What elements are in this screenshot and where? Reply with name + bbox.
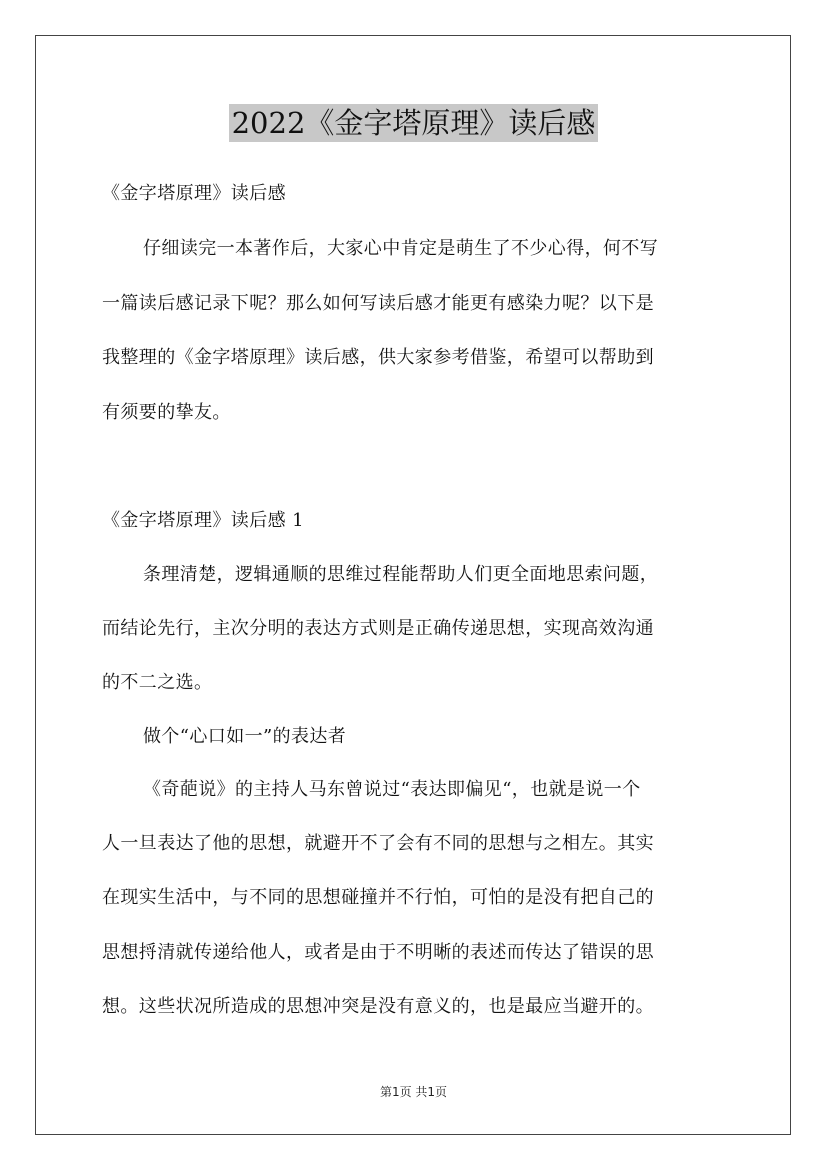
paragraph-line: 而结论先行，主次分明的表达方式则是正确传递思想，实现高效沟通: [102, 618, 654, 639]
paragraph-line: 在现实生活中，与不同的思想碰撞并不行怕，可怕的是没有把自己的: [102, 887, 654, 908]
document-title: 2022《金字塔原理》读后感: [229, 104, 598, 142]
section-heading: 《金字塔原理》读后感 1: [102, 510, 304, 531]
paragraph-line: 想。这些状况所造成的思想冲突是没有意义的，也是最应当避开的。: [102, 996, 654, 1017]
paragraph-line: 思想捋清就传递给他人，或者是由于不明晰的表述而传达了错误的思: [102, 942, 654, 963]
paragraph-line: 的不二之选。: [102, 672, 213, 693]
paragraph-line: 一篇读后感记录下呢？那么如何写读后感才能更有感染力呢？以下是: [102, 293, 654, 314]
page-footer: 第1页 共1页: [379, 1085, 448, 1099]
paragraph-line: 条理清楚，逻辑通顺的思维过程能帮助人们更全面地思索问题，: [143, 564, 659, 585]
paragraph-line: 人一旦表达了他的思想，就避开不了会有不同的思想与之相左。其实: [102, 833, 654, 854]
paragraph-line: 我整理的《金字塔原理》读后感，供大家参考借鉴，希望可以帮助到: [102, 347, 654, 368]
paragraph-line: 《奇葩说》的主持人马东曾说过“表达即偏见“，也就是说一个: [143, 779, 641, 800]
paragraph-line: 有须要的挚友。: [102, 402, 231, 423]
subtitle-line: 《金字塔原理》读后感: [102, 183, 286, 204]
subheading-line: 做个“心口如一”的表达者: [143, 726, 347, 747]
paragraph-line: 仔细读完一本著作后，大家心中肯定是萌生了不少心得，何不写: [143, 238, 659, 259]
